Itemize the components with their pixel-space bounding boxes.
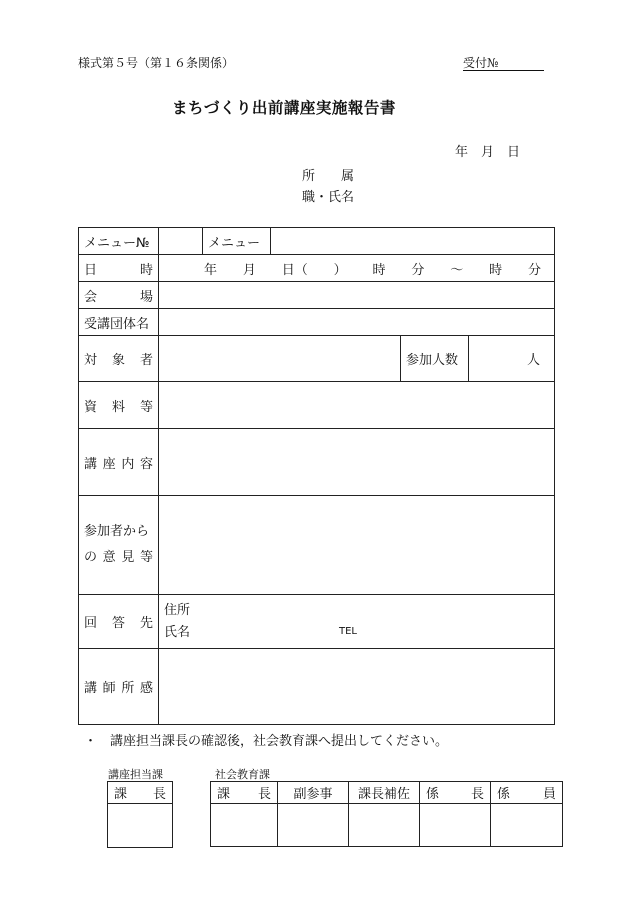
edu-deputy-text: 副参事 xyxy=(293,787,333,802)
group-field[interactable] xyxy=(159,309,555,336)
instructor-label-2: 師 xyxy=(102,681,116,696)
materials-label-2: 料 xyxy=(111,399,125,415)
instructor-label xyxy=(79,649,159,725)
edu-chief-header xyxy=(211,782,278,804)
instructor-label-4: 感 xyxy=(139,681,153,696)
opinions-label-2c: 見 xyxy=(121,550,135,565)
reply-label xyxy=(79,595,159,649)
datetime-field[interactable] xyxy=(159,255,555,282)
participants-unit: 人 xyxy=(527,353,541,368)
edu-deputy-stamp[interactable] xyxy=(278,804,349,847)
start-hour-text: 時 xyxy=(372,262,386,278)
instructor-field[interactable] xyxy=(159,649,555,725)
materials-label-3: 等 xyxy=(139,399,153,415)
edu-section-chief-1: 係 xyxy=(426,787,440,802)
participants-field[interactable] xyxy=(469,336,555,382)
year-text: 年 xyxy=(204,262,218,278)
venue-field[interactable] xyxy=(159,282,555,309)
participants-label: 参加人数 xyxy=(401,336,469,382)
edu-deputy-header xyxy=(278,782,349,804)
reply-label-1: 回 xyxy=(84,616,98,631)
month-text: 月 xyxy=(242,262,256,278)
reply-label-2: 答 xyxy=(111,616,125,631)
opinions-label xyxy=(79,496,159,595)
menu-label: メニュー xyxy=(203,228,271,255)
end-hour-text: 時 xyxy=(489,262,503,278)
start-minute-text: 分 xyxy=(411,262,425,278)
edu-assistant-text: 課長補佐 xyxy=(357,787,410,802)
day-close-text: ） xyxy=(333,262,347,278)
target-label-1: 対 xyxy=(84,353,98,368)
end-minute-text: 分 xyxy=(528,262,542,278)
content-label-2: 座 xyxy=(102,456,116,472)
edu-chief-2: 長 xyxy=(257,787,271,802)
dept-chief-header xyxy=(108,782,173,804)
affiliation-label: 所 属 xyxy=(302,169,355,184)
reply-field[interactable] xyxy=(159,595,555,649)
menu-no-field[interactable] xyxy=(159,228,203,255)
materials-label-1: 資 xyxy=(84,399,98,415)
dept-label: 講座担当課 xyxy=(108,768,163,781)
target-field[interactable] xyxy=(159,336,401,382)
edu-chief-stamp[interactable] xyxy=(211,804,278,847)
materials-field[interactable] xyxy=(159,382,555,429)
edu-stamp-table xyxy=(210,781,563,847)
tilde-text: 〜 xyxy=(450,262,464,278)
content-field[interactable] xyxy=(159,429,555,496)
name-label: 氏名 xyxy=(164,624,191,640)
content-label-4: 容 xyxy=(139,456,153,472)
edu-section-chief-2: 長 xyxy=(470,787,484,802)
edu-staff-2: 員 xyxy=(542,787,556,802)
reply-label-3: 先 xyxy=(139,616,153,631)
form-number: 様式第５号（第１６条関係） xyxy=(78,56,235,70)
venue-label xyxy=(79,282,159,309)
menu-no-label: メニュー№ xyxy=(79,228,159,255)
target-label xyxy=(79,336,159,382)
venue-label-1: 会 xyxy=(84,289,98,305)
group-label: 受講団体名 xyxy=(79,309,159,336)
content-label-1: 講 xyxy=(84,456,98,472)
edu-assistant-header xyxy=(349,782,420,804)
edu-chief-1: 課 xyxy=(217,787,231,802)
edu-staff-1: 係 xyxy=(497,787,511,802)
content-label xyxy=(79,429,159,496)
report-date: 年 月 日 xyxy=(455,145,521,160)
target-label-3: 者 xyxy=(139,353,153,368)
edu-label: 社会教育課 xyxy=(215,768,270,781)
opinions-label-2b: 意 xyxy=(102,550,116,565)
page-title: まちづくり出前講座実施報告書 xyxy=(172,99,396,117)
dept-stamp-table xyxy=(107,781,173,848)
submission-note: ・ 講座担当課長の確認後，社会教育課へ提出してください。 xyxy=(84,734,449,749)
address-label: 住所 xyxy=(164,602,191,618)
venue-label-2: 場 xyxy=(139,289,153,305)
opinions-label-2d: 等 xyxy=(139,550,153,565)
dept-chief-2: 長 xyxy=(152,787,166,802)
opinions-label-line1: 参加者から xyxy=(84,524,150,539)
menu-field[interactable] xyxy=(271,228,555,255)
content-label-3: 内 xyxy=(121,456,135,472)
day-open-text: 日（ xyxy=(281,262,308,278)
edu-staff-header xyxy=(491,782,563,804)
received-underline xyxy=(463,70,491,71)
dept-chief-stamp[interactable] xyxy=(108,804,173,848)
datetime-label xyxy=(79,255,159,282)
edu-staff-stamp[interactable] xyxy=(491,804,563,847)
instructor-label-1: 講 xyxy=(84,681,98,696)
report-table xyxy=(78,227,555,725)
datetime-label-1: 日 xyxy=(84,262,98,278)
instructor-label-3: 所 xyxy=(121,681,135,696)
edu-section-chief-header xyxy=(420,782,491,804)
received-number-label: 受付№ xyxy=(463,56,499,70)
edu-section-chief-stamp[interactable] xyxy=(420,804,491,847)
datetime-label-2: 時 xyxy=(139,262,153,278)
opinions-field[interactable] xyxy=(159,496,555,595)
target-label-2: 象 xyxy=(111,353,125,368)
dept-chief-1: 課 xyxy=(114,787,128,802)
edu-assistant-stamp[interactable] xyxy=(349,804,420,847)
materials-label xyxy=(79,382,159,429)
position-name-label: 職・氏名 xyxy=(302,190,355,205)
received-number-field[interactable] xyxy=(490,70,544,71)
tel-label: TEL xyxy=(339,626,357,637)
opinions-label-2a: の xyxy=(84,550,98,565)
